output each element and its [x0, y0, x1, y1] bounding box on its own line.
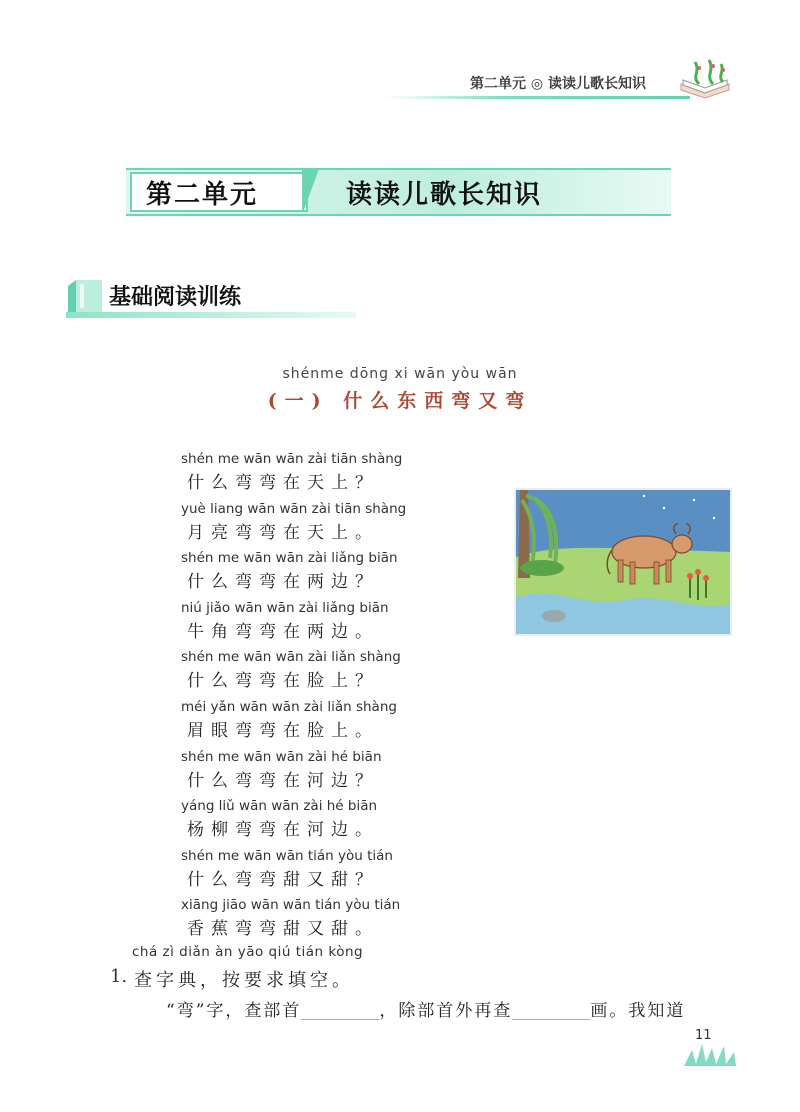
line-text: 什么弯弯在河边？: [187, 770, 379, 791]
line-text: 眉眼弯弯在脸上。: [187, 720, 379, 741]
grass-decoration-icon: [680, 1040, 740, 1068]
line-pinyin: shén me wān wān tián yòu tián: [181, 847, 393, 864]
section-title: 基础阅读训练: [109, 285, 242, 310]
question-body-part: 画。我知道: [590, 1001, 686, 1021]
ox-moon-illustration: [514, 488, 732, 636]
poem-line: [181, 845, 501, 895]
line-text: 什么弯弯在天上？: [187, 473, 379, 493]
poem-line: [181, 547, 501, 597]
page-number: 11: [695, 1028, 712, 1043]
radical-blank[interactable]: [301, 1001, 379, 1020]
question-text: 查字典，按要求填空。: [134, 970, 354, 991]
poem-line: [181, 646, 501, 696]
line-text: 什么弯弯甜又甜？: [187, 869, 379, 890]
line-pinyin: shén me wān wān zài liǎn shàng: [181, 649, 401, 666]
line-pinyin: shén me wān wān zài tiān shàng: [181, 451, 403, 467]
poem-line: [181, 498, 501, 548]
unit-number: 第二单元: [146, 180, 259, 210]
line-text: 杨柳弯弯在河边。: [187, 820, 379, 841]
line-text: 牛角弯弯在两边。: [187, 621, 379, 642]
line-pinyin: yáng liǔ wān wān zài hé biān: [181, 798, 378, 815]
section-rule: [66, 312, 356, 318]
question-body-part: “弯”字，查部首: [166, 1001, 302, 1021]
poem-line: [181, 795, 501, 845]
poem-line: [181, 696, 501, 746]
open-book-icon: [675, 58, 735, 102]
question-number: 1.: [110, 966, 128, 987]
poem-line: [181, 746, 501, 796]
line-pinyin: méi yǎn wān wān zài liǎn shàng: [181, 698, 397, 715]
poem-title: (一) 什么东西弯又弯: [267, 390, 533, 412]
header-rule: [385, 96, 690, 99]
line-text: 香蕉弯弯甜又甜。: [187, 919, 379, 940]
line-pinyin: shén me wān wān zài liǎng biān: [181, 550, 398, 567]
line-text: 月亮弯弯在天上。: [187, 522, 379, 543]
line-text: 什么弯弯在脸上？: [187, 671, 379, 692]
poem-line: [181, 448, 501, 498]
poem-line: [181, 894, 501, 944]
running-header: 第二单元 ◎ 读读儿歌长知识: [470, 76, 646, 92]
question-pinyin: chá zì diǎn àn yāo qiú tián kòng: [132, 944, 364, 960]
line-pinyin: niú jiǎo wān wān zài liǎng biān: [181, 599, 389, 616]
poem-line: [181, 597, 501, 647]
stroke-count-blank[interactable]: [512, 1001, 590, 1020]
line-pinyin: yuè liang wān wān zài tiān shàng: [181, 500, 407, 517]
poem-title-pinyin: shénme dōng xi wān yòu wān: [282, 366, 518, 382]
line-pinyin: shén me wān wān zài hé biān: [181, 748, 382, 765]
line-pinyin: xiāng jiāo wān wān tián yòu tián: [181, 897, 401, 914]
unit-banner: [126, 168, 671, 216]
banner-divider: [302, 168, 324, 212]
poem-body: [181, 448, 501, 944]
question-body: [166, 996, 685, 1021]
question-body-part: ，除部首外再查: [379, 1001, 513, 1021]
unit-title: 读读儿歌长知识: [346, 180, 543, 210]
line-text: 什么弯弯在两边？: [187, 572, 379, 593]
